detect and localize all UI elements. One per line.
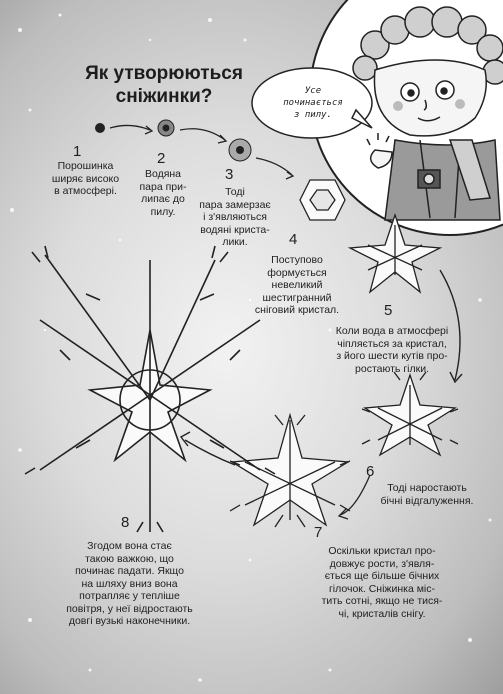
- step-7-line: гілочок. Сніжинка міс-: [328, 582, 436, 595]
- dust-particle-illustration: [95, 123, 152, 134]
- bubble-line-2: починається: [283, 98, 343, 108]
- step-8-line: потрапляє у тепліше: [79, 590, 180, 602]
- step-3-line: і з'являються: [203, 211, 267, 223]
- speech-bubble-text: [268, 85, 358, 121]
- step-4-line: невеликий: [271, 279, 323, 291]
- step-1-number: 1: [73, 143, 82, 160]
- step-7-number: 7: [314, 524, 323, 541]
- step-1-caption: [38, 160, 133, 198]
- step-3-line: Тоді: [225, 186, 245, 198]
- step-7-caption: [312, 545, 452, 620]
- hexagon-crystal-illustration: [300, 180, 345, 220]
- step-1-line: ширяє високо: [51, 172, 120, 185]
- step-8-number: 8: [121, 514, 130, 531]
- wet-dust-illustration: [158, 120, 226, 143]
- step-7-line: довжує рости, з'явля-: [329, 557, 435, 570]
- step-8-line: повітря, у неї відростають: [66, 602, 193, 615]
- step-2-line: пара при-: [139, 180, 187, 193]
- frozen-droplet-illustration: [229, 139, 293, 179]
- step-1-line: в атмосфері.: [54, 185, 117, 197]
- step-3-line: пара замерзає: [199, 198, 271, 211]
- many-branches-crystal-illustration: [230, 415, 350, 527]
- step-5-line: ростають гілки.: [355, 362, 429, 375]
- step-5-number: 5: [384, 302, 393, 319]
- step-4-caption: [242, 254, 352, 317]
- title-line-1: Як утворюються: [85, 63, 243, 84]
- step-3-line: лики.: [222, 236, 248, 248]
- page-title: [74, 62, 254, 108]
- large-snowflake-illustration: [25, 246, 275, 532]
- arrow-7-to-8: [185, 440, 235, 465]
- step-8-line: починає падати. Якщо: [75, 565, 184, 577]
- step-4-number: 4: [289, 231, 298, 248]
- step-8-line: такою важкою, що: [85, 552, 174, 565]
- step-7-line: Оскільки кристал про-: [328, 545, 436, 557]
- step-1-line: Порошинка: [57, 160, 114, 172]
- step-2-caption: [132, 168, 194, 218]
- step-8-line: на шляху вниз вона: [81, 577, 178, 590]
- step-4-line: формується: [267, 266, 327, 279]
- step-6-line: Тоді наростають: [387, 482, 467, 494]
- step-4-line: Поступово: [271, 254, 323, 266]
- step-2-number: 2: [157, 150, 166, 167]
- step-5-line: з його шести кутів про-: [336, 350, 448, 362]
- step-7-line: ється ще більше бічних: [324, 570, 440, 582]
- step-2-line: пилу.: [150, 205, 176, 218]
- step-7-line: чі, кристалів снігу.: [338, 607, 426, 620]
- step-6-caption: [372, 482, 482, 507]
- step-5-line: чіпляється за кристал,: [337, 337, 447, 350]
- step-8-line: Згодом вона стає: [87, 540, 172, 552]
- step-6-line: бічні відгалуження.: [380, 494, 474, 507]
- side-branches-crystal-illustration: [362, 372, 458, 455]
- step-4-line: сніговий кристал.: [254, 304, 340, 316]
- step-5-caption: [322, 325, 462, 375]
- step-8-line: довгі вузькі наконечники.: [68, 615, 191, 627]
- bubble-line-1: Усе: [304, 86, 322, 96]
- step-2-line: Водяна: [144, 168, 182, 180]
- step-5-line: Коли вода в атмосфері: [335, 325, 449, 337]
- step-3-caption: [190, 186, 280, 249]
- step-2-line: липає до: [141, 193, 185, 205]
- step-6-number: 6: [366, 463, 375, 480]
- step-4-line: шестигранний: [262, 291, 332, 304]
- step-3-line: водяні криста-: [200, 223, 270, 236]
- title-line-2: сніжинки?: [115, 86, 213, 107]
- step-7-line: тить сотні, якщо не тися-: [321, 595, 443, 607]
- bubble-line-3: з пилу.: [294, 110, 332, 120]
- step-8-caption: [62, 540, 197, 628]
- step-3-number: 3: [225, 166, 234, 183]
